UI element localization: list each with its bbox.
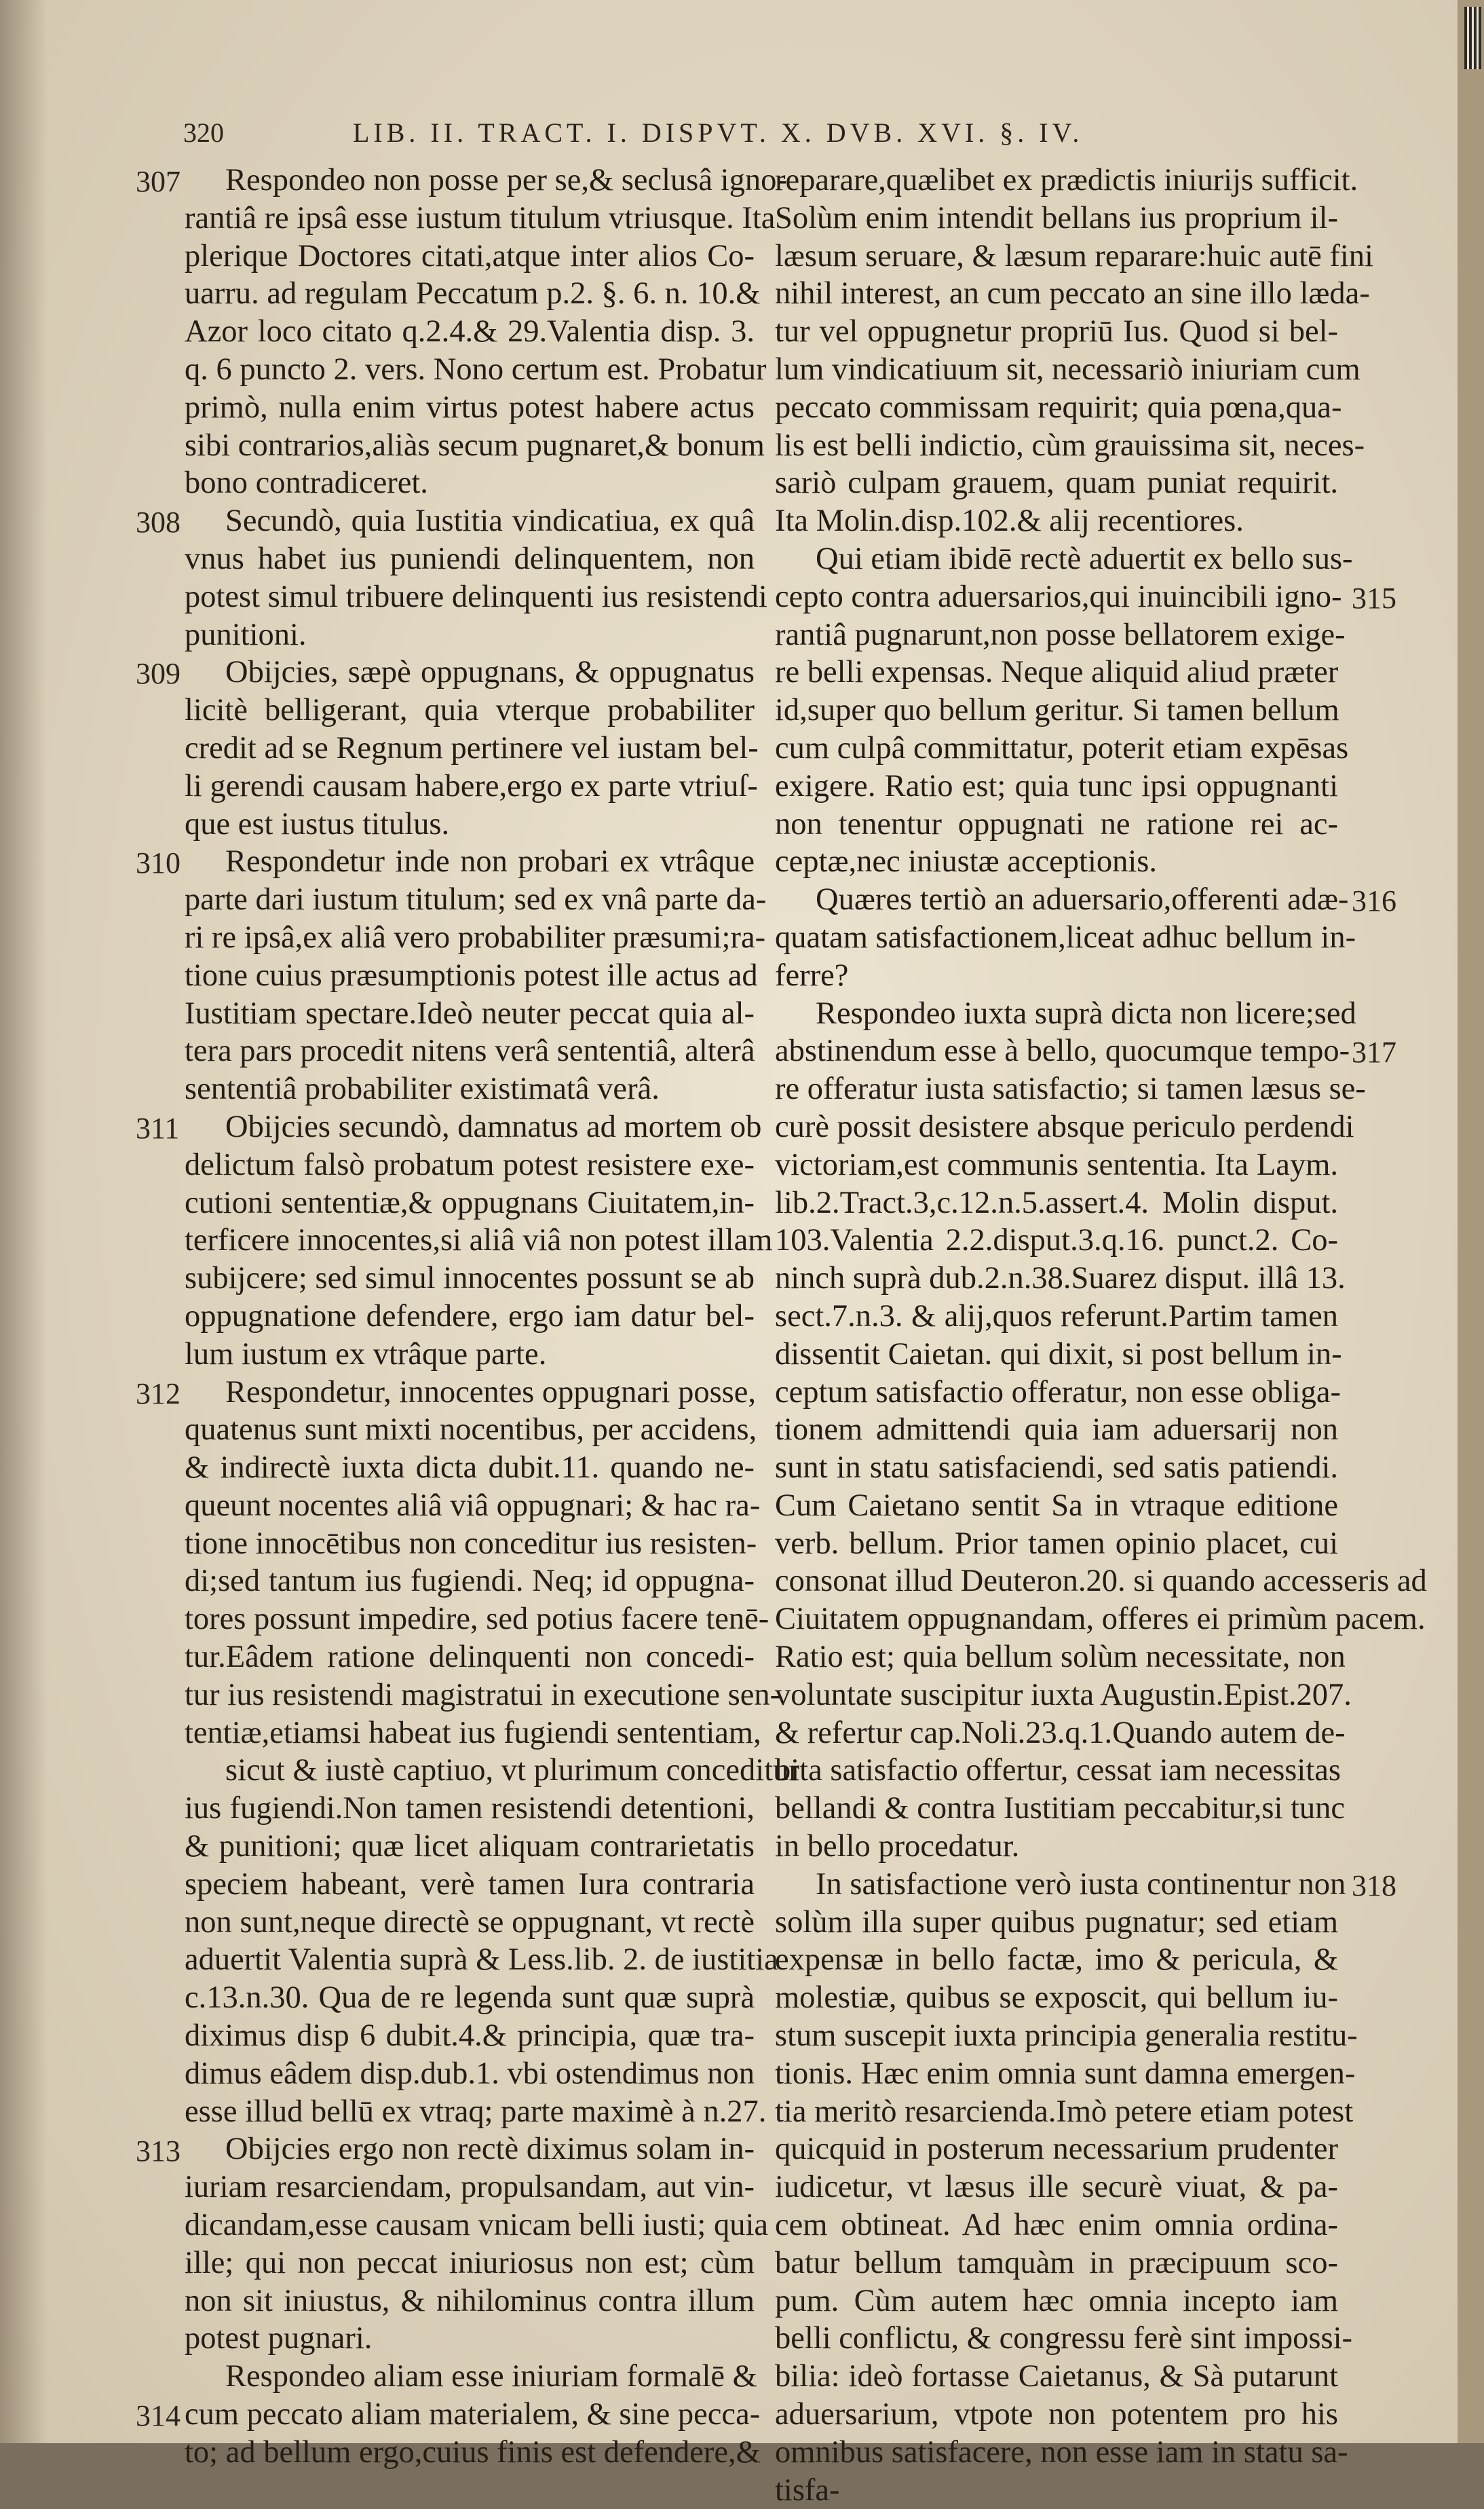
text-line: Respondeo aliam esse iniuriam formalē &: [225, 2359, 757, 2394]
text-line: dicandam,esse causam vnicam belli iusti; quia: [185, 2208, 769, 2243]
text-line: quatam satisfactionem,liceat adhuc bellum in-: [775, 920, 1356, 955]
margin-paragraph-number: 307: [136, 165, 180, 198]
margin-paragraph-number: 309: [136, 657, 180, 691]
text-line: Secundò, quia Iustitia vindicatiua, ex quâ: [225, 504, 755, 539]
text-line: in bello procedatur.: [775, 1829, 1020, 1864]
text-line: terficere innocentes,si aliâ viâ non potest illam: [185, 1223, 773, 1258]
text-line: bono contradiceret.: [185, 466, 428, 501]
text-line: Cum Caietano sentit Sa in vtraque editione: [775, 1488, 1338, 1523]
text-line: cem obtineat. Ad hæc enim omnia ordina-: [775, 2208, 1338, 2243]
text-line: rantiâ re ipsâ esse iustum titulum vtriusque. Ita: [185, 200, 776, 235]
text-line: delictum falsò probatum potest resistere exe-: [185, 1147, 755, 1182]
text-line: oppugnatione defendere, ergo iam datur bel-: [185, 1298, 755, 1334]
text-line: primò, nulla enim virtus potest habere actus: [185, 390, 755, 425]
text-line: Obijcies secundò, damnatus ad mortem ob: [225, 1109, 762, 1144]
text-line: cum culpâ committatur, poterit etiam expēsas: [775, 730, 1349, 766]
text-line: 103.Valentia 2.2.disput.3.q.16. punct.2. Co-: [775, 1223, 1338, 1258]
text-line: potest pugnari.: [185, 2321, 373, 2356]
text-line: Qui etiam ibidē rectè aduertit ex bello sus-: [816, 541, 1353, 576]
margin-paragraph-number: 312: [136, 1376, 180, 1410]
text-line: ille; qui non peccat iniuriosus non est; cùm: [185, 2245, 755, 2280]
text-line: omnibus satisfacere, non esse iam in statu sa-: [775, 2434, 1348, 2470]
text-line: peccato commissam requirit; quia pœna,qua-: [775, 390, 1342, 425]
text-line: re belli expensas. Neque aliquid aliud præter: [775, 655, 1339, 690]
text-line: consonat illud Deuteron.20. si quando accesseris ad: [775, 1564, 1427, 1599]
text-line: potest simul tribuere delinquenti ius resistendi: [185, 579, 767, 614]
text-line: bilia: ideò fortasse Caietanus, & Sà putarunt: [775, 2359, 1338, 2394]
text-line: lib.2.Tract.3,c.12.n.5.assert.4. Molin disput.: [775, 1185, 1338, 1220]
text-line: curè possit desistere absque periculo perdendi: [775, 1109, 1354, 1144]
text-line: bita satisfactio offertur, cessat iam necessitas: [775, 1753, 1341, 1788]
text-line: non sit iniustus, & nihilominus contra illum: [185, 2283, 755, 2318]
text-line: speciem habeant, verè tamen Iura contraria: [185, 1866, 755, 1902]
text-line: Azor loco citato q.2.4.& 29.Valentia disp. 3.: [185, 314, 755, 350]
margin-paragraph-number: 317: [1352, 1036, 1396, 1070]
margin-paragraph-number: 316: [1352, 884, 1396, 918]
text-line: reparare,quælibet ex prædictis iniurijs sufficit.: [775, 163, 1358, 197]
text-line: Ciuitatem oppugnandam, offeres ei primùm pacem.: [775, 1602, 1426, 1637]
text-line: iuriam resarciendam, propulsandam, aut vin-: [185, 2170, 755, 2205]
text-line: quatenus sunt mixti nocentibus, per accidens,: [185, 1412, 757, 1448]
text-line: q. 6 puncto 2. vers. Nono certum est. Probatur: [185, 352, 767, 387]
text-line: tia meritò resarcienda.Imò petere etiam potest: [775, 2094, 1354, 2129]
text-line: re offeratur iusta satisfactio; si tamen læsus se-: [775, 1072, 1366, 1107]
margin-paragraph-number: 311: [136, 1112, 180, 1145]
text-line: to; ad bellum ergo,cuius finis est defendere,&: [185, 2434, 761, 2470]
text-line: sect.7.n.3. & alij,quos referunt.Partim tamen: [775, 1298, 1338, 1334]
text-line: tur ius resistendi magistratui in executione sen-: [185, 1677, 781, 1712]
text-line: & indirectè iuxta dicta dubit.11. quando ne-: [185, 1450, 755, 1486]
text-line: subijcere; sed simul innocentes possunt se ab: [185, 1261, 755, 1296]
margin-paragraph-number: 308: [136, 506, 180, 540]
text-line: tionem admittendi quia iam aduersarij non: [775, 1412, 1338, 1448]
text-line: Ita Molin.disp.102.& alij recentiores.: [775, 504, 1244, 539]
text-line: Respondeo non posse per se,& seclusâ igno-: [225, 163, 787, 197]
text-line: ceptæ,nec iniustæ acceptionis.: [775, 844, 1158, 880]
margin-paragraph-number: 314: [136, 2399, 180, 2433]
text-line: & punitioni; quæ licet aliquam contrarietatis: [185, 1829, 755, 1864]
running-title: LIB. II. TRACT. I. DISPVT. X. DVB. XVI. §. IV.: [353, 117, 1084, 148]
text-line: Ratio est; quia bellum solùm necessitate, non: [775, 1640, 1346, 1675]
text-line: expensæ in bello factæ, imo & pericula, &: [775, 1942, 1338, 1978]
text-line: solùm illa super quibus pugnatur; sed etiam: [775, 1904, 1338, 1940]
margin-paragraph-number: 315: [1352, 581, 1396, 615]
text-line: verb. bellum. Prior tamen opinio placet, cui: [775, 1526, 1338, 1561]
text-line: abstinendum esse à bello, quocumque tempo-: [775, 1034, 1350, 1069]
text-line: uarru. ad regulam Peccatum p.2. §. 6. n. 10.&: [185, 276, 761, 312]
text-line: sententiâ probabiliter existimatâ verâ.: [185, 1072, 660, 1107]
text-line: dissentit Caietan. qui dixit, si post bellum in-: [775, 1336, 1342, 1372]
text-line: lis est belli indictio, cùm grauissima sit, neces-: [775, 428, 1365, 463]
page-number: 320: [183, 117, 224, 148]
text-line: id,super quo bellum geritur. Si tamen bellum: [775, 693, 1339, 728]
text-line: victoriam,est communis sententia. Ita Laym.: [775, 1147, 1338, 1182]
text-line: ferre?: [775, 958, 849, 993]
text-line: tur vel oppugnetur propriū Ius. Quod si bel-: [775, 314, 1338, 350]
text-line: nihil interest, an cum peccato an sine illo læda-: [775, 276, 1370, 312]
text-line: Iustitiam spectare.Ideò neuter peccat quia al-: [185, 996, 755, 1031]
color-calibration-strip: [1464, 7, 1481, 69]
text-line: di;sed tantum ius fugiendi. Neq; id oppugna-: [185, 1564, 755, 1599]
text-line: In satisfactione verò iusta continentur non: [816, 1866, 1346, 1902]
text-line: queunt nocentes aliâ viâ oppugnari; & hac ra-: [185, 1488, 761, 1523]
text-line: sicut & iustè captiuo, vt plurimum conceditur: [225, 1753, 799, 1788]
text-line: & refertur cap.Noli.23.q.1.Quando autem de-: [775, 1715, 1346, 1750]
text-line: vnus habet ius puniendi delinquentem, non: [185, 541, 755, 576]
text-line: exigere. Ratio est; quia tunc ipsi oppugnanti: [775, 768, 1338, 804]
text-line: cum peccato aliam materialem, & sine pecca-: [185, 2397, 761, 2432]
text-line: rantiâ pugnarunt,non posse bellatorem exige-: [775, 617, 1346, 652]
text-line: pum. Cùm autem hæc omnia incepto iam: [775, 2283, 1338, 2318]
text-line: dimus eâdem disp.dub.1. vbi ostendimus non: [185, 2056, 755, 2091]
text-line: Respondetur inde non probari ex vtrâque: [225, 844, 755, 880]
margin-paragraph-number: 310: [136, 846, 180, 880]
text-line: non tenentur oppugnati ne ratione rei ac-: [775, 806, 1338, 842]
text-line: aduersarium, vtpote non potentem pro his: [775, 2397, 1338, 2432]
text-line: læsum seruare, & læsum reparare:huic autē fini: [775, 238, 1373, 273]
text-line: Solùm enim intendit bellans ius proprium il-: [775, 200, 1338, 235]
text-line: lum vindicatiuum sit, necessariò iniuriam cum: [775, 352, 1361, 387]
text-line: lum iustum ex vtrâque parte.: [185, 1336, 547, 1372]
text-line: tur.Eâdem ratione delinquenti non concedi-: [185, 1640, 755, 1675]
text-line: plerique Doctores citati,atque inter alios Co-: [185, 238, 755, 273]
text-line: molestiæ, quibus se exposcit, qui bellum iu-: [775, 1980, 1338, 2016]
text-line: bellandi & contra Iustitiam peccabitur,si tunc: [775, 1791, 1346, 1826]
text-line: sariò culpam grauem, quam puniat requirit.: [775, 466, 1338, 501]
text-line: Obijcies, sæpè oppugnans, & oppugnatus: [225, 655, 755, 690]
text-line: cutioni sententiæ,& oppugnans Ciuitatem,in-: [185, 1185, 755, 1220]
next-page-edge: [1458, 0, 1484, 2443]
text-line: voluntate suscipitur iuxta Augustin.Epist.207.: [775, 1677, 1352, 1712]
text-line: Respondetur, innocentes oppugnari posse,: [225, 1374, 757, 1410]
text-line: ius fugiendi.Non tamen resistendi detentioni,: [185, 1791, 755, 1826]
text-line: c.13.n.30. Qua de re legenda sunt quæ suprà: [185, 1980, 755, 2016]
text-line: credit ad se Regnum pertinere vel iustam bel-: [185, 730, 759, 766]
text-line: tione innocētibus non conceditur ius resisten-: [185, 1526, 757, 1561]
margin-paragraph-number: 313: [136, 2134, 180, 2168]
text-line: tionis. Hæc enim omnia sunt damna emergen-: [775, 2056, 1356, 2091]
text-line: cepto contra aduersarios,qui inuincibili igno-: [775, 579, 1342, 614]
text-line: quicquid in posterum necessarium prudenter: [775, 2132, 1338, 2167]
text-line: li gerendi causam habere,ergo ex parte vtriuſ-: [185, 768, 758, 804]
text-line: tentiæ,etiamsi habeat ius fugiendi sententiam,: [185, 1715, 761, 1750]
text-line: tores possunt impedire, sed potius facere tenē-: [185, 1602, 769, 1637]
page-gutter-shadow: [0, 0, 47, 2443]
text-line: belli conflictu, & congressu ferè sint impossi-: [775, 2321, 1353, 2356]
text-line: tisfa-: [775, 2472, 840, 2508]
text-line: que est iustus titulus.: [185, 806, 450, 842]
left-text-column: [185, 162, 799, 2472]
text-line: parte dari iustum titulum; sed ex vnâ parte da-: [185, 882, 767, 918]
text-line: Obijcies ergo non rectè diximus solam in-: [225, 2132, 755, 2167]
text-line: punitioni.: [185, 617, 307, 652]
text-line: stum suscepit iuxta principia generalia restitu-: [775, 2018, 1358, 2054]
text-line: sunt in statu satisfaciendi, sed satis patiendi.: [775, 1450, 1338, 1486]
text-line: iudicetur, vt læsus ille securè viuat, & pa-: [775, 2170, 1338, 2205]
text-line: esse illud bellū ex vtraq; parte maximè à n.27.: [185, 2094, 767, 2129]
text-line: Respondeo iuxta suprà dicta non licere;sed: [816, 996, 1356, 1031]
text-line: non sunt,neque directè se oppugnant, vt rectè: [185, 1904, 755, 1940]
text-line: batur bellum tamquàm in præcipuum sco-: [775, 2245, 1338, 2280]
margin-paragraph-number: 318: [1352, 1869, 1396, 1902]
text-line: tera pars procedit nitens verâ sententiâ, alterâ: [185, 1034, 755, 1069]
text-line: tione cuius præsumptionis potest ille actus ad: [185, 958, 758, 993]
text-line: Quæres tertiò an aduersario,offerenti adæ-: [816, 882, 1349, 918]
text-line: licitè belligerant, quia vterque probabiliter: [185, 693, 755, 728]
text-line: ceptum satisfactio offeratur, non esse obliga-: [775, 1374, 1342, 1410]
text-line: ninch suprà dub.2.n.38.Suarez disput. illâ 13.: [775, 1261, 1346, 1296]
text-line: diximus disp 6 dubit.4.& principia, quæ tra-: [185, 2018, 755, 2054]
text-line: sibi contrarios,aliàs secum pugnaret,& bonum: [185, 428, 765, 463]
text-line: ri re ipsâ,ex aliâ vero probabiliter præsumi;ra-: [185, 920, 766, 955]
text-line: aduertit Valentia suprà & Less.lib. 2. de iustitia: [185, 1942, 778, 1978]
